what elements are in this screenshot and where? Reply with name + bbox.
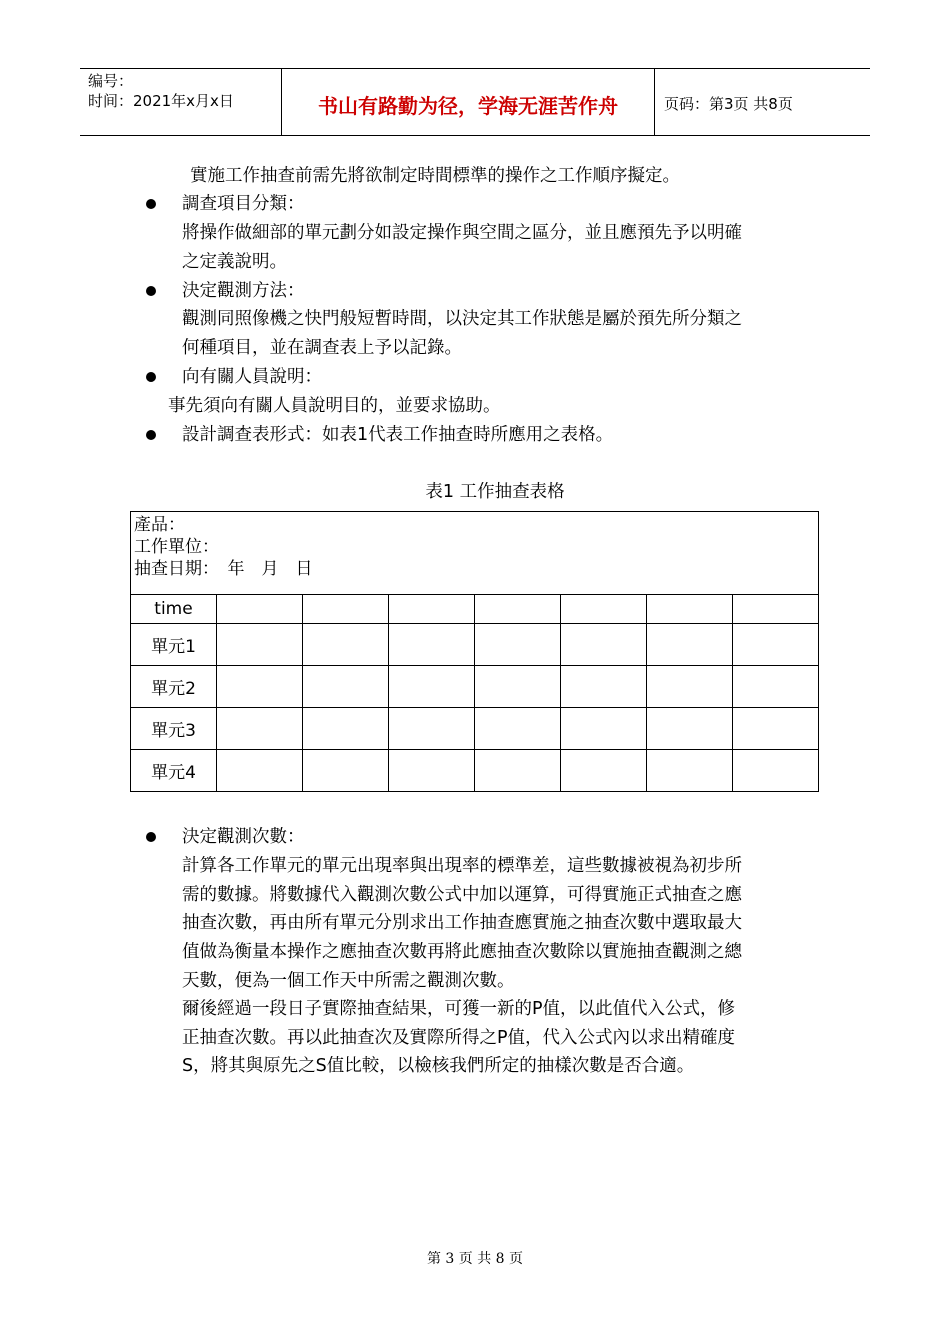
intro-line: 實施工作抽查前需先將欲制定時間標準的操作之工作順序擬定。 [190, 166, 680, 186]
header-bottom-rule [80, 135, 870, 136]
table-cell [647, 624, 733, 666]
section-line: 之定義說明。 [182, 252, 287, 272]
table-cell [303, 666, 389, 708]
table-cell [475, 750, 561, 792]
table-cell [733, 624, 819, 666]
table-cell [217, 624, 303, 666]
table-cell [217, 750, 303, 792]
section-line: 將操作做細部的單元劃分如設定操作與空間之區分，並且應預先予以明確 [182, 223, 742, 243]
table-caption: 表1 工作抽查表格 [425, 482, 565, 502]
table-cell [389, 595, 475, 624]
date-label: 抽查日期： 年 月 日 [134, 559, 313, 579]
table-cell [303, 708, 389, 750]
section-line: 爾後經過一段日子實際抽查結果，可獲一新的P值，以此值代入公式，修 [182, 999, 736, 1019]
table-cell [389, 666, 475, 708]
section-line: 天數，便為一個工作天中所需之觀測次數。 [182, 971, 515, 991]
page-footer: 第 3 页 共 8 页 [426, 1251, 524, 1267]
table-cell [303, 595, 389, 624]
table-row-header: 單元1 [131, 624, 217, 666]
unit-label: 工作單位： [134, 537, 219, 557]
table-row-header: 單元3 [131, 708, 217, 750]
table-cell [733, 595, 819, 624]
table-cell [561, 708, 647, 750]
bullet-icon [146, 430, 156, 440]
table-cell [733, 750, 819, 792]
section-title: 決定觀測次數： [182, 827, 305, 847]
section-line: 抽查次數，再由所有單元分別求出工作抽查應實施之抽查次數中選取最大 [182, 913, 742, 933]
bullet-icon [146, 832, 156, 842]
header-divider-left [281, 68, 282, 136]
table-cell [475, 595, 561, 624]
product-label: 產品： [134, 515, 185, 535]
header-divider-right [654, 68, 655, 136]
header-top-rule [80, 68, 870, 69]
section-line: 需的數據。將數據代入觀測次數公式中加以運算，可得實施正式抽查之應 [182, 885, 742, 905]
table-cell [389, 708, 475, 750]
table-cell [389, 750, 475, 792]
section-line: 值做為衡量本操作之應抽查次數再將此應抽查次數除以實施抽查觀測之總 [182, 942, 742, 962]
time-header: time [131, 595, 217, 624]
header-page: 页码：第3页 共8页 [664, 95, 793, 113]
table-cell [303, 624, 389, 666]
section-title: 調查項目分類： [182, 194, 305, 214]
header-number: 编号： [88, 72, 134, 90]
table-info-cell [131, 512, 819, 595]
section-line: 觀測同照像機之快門般短暫時間，以決定其工作狀態是屬於預先所分類之 [182, 309, 742, 329]
table-cell [647, 595, 733, 624]
table-cell [389, 624, 475, 666]
bullet-icon [146, 372, 156, 382]
section-title: 決定觀測方法： [182, 281, 305, 301]
section-line: 計算各工作單元的單元出現率與出現率的標準差，這些數據被視為初步所 [182, 856, 742, 876]
section-line: S，將其與原先之S值比較，以檢核我們所定的抽樣次數是否合適。 [182, 1056, 695, 1076]
bullet-icon [146, 199, 156, 209]
header-motto: 书山有路勤为径，学海无涯苦作舟 [318, 94, 618, 118]
table-cell [647, 666, 733, 708]
table-cell [561, 750, 647, 792]
table-cell [561, 666, 647, 708]
section-line: 正抽查次數。再以此抽查次及實際所得之P值，代入公式內以求出精確度 [182, 1028, 736, 1048]
table-cell [733, 666, 819, 708]
table-cell [561, 595, 647, 624]
table-cell [561, 624, 647, 666]
table-row-header: 單元2 [131, 666, 217, 708]
section-title: 設計調查表形式：如表1代表工作抽查時所應用之表格。 [182, 425, 614, 445]
bullet-icon [146, 286, 156, 296]
table-cell [217, 595, 303, 624]
table-cell [475, 624, 561, 666]
work-sampling-table [130, 511, 819, 792]
table-cell [303, 750, 389, 792]
table-cell [647, 708, 733, 750]
table-cell [733, 708, 819, 750]
section-line: 事先須向有關人員說明目的，並要求協助。 [168, 396, 501, 416]
section-title: 向有關人員說明： [182, 367, 322, 387]
table-cell [475, 666, 561, 708]
table-cell [647, 750, 733, 792]
section-line: 何種項目，並在調查表上予以記錄。 [182, 338, 462, 358]
table-row-header: 單元4 [131, 750, 217, 792]
table-cell [217, 708, 303, 750]
table-cell [475, 708, 561, 750]
header-date: 时间：2021年x月x日 [88, 92, 234, 110]
table-cell [217, 666, 303, 708]
